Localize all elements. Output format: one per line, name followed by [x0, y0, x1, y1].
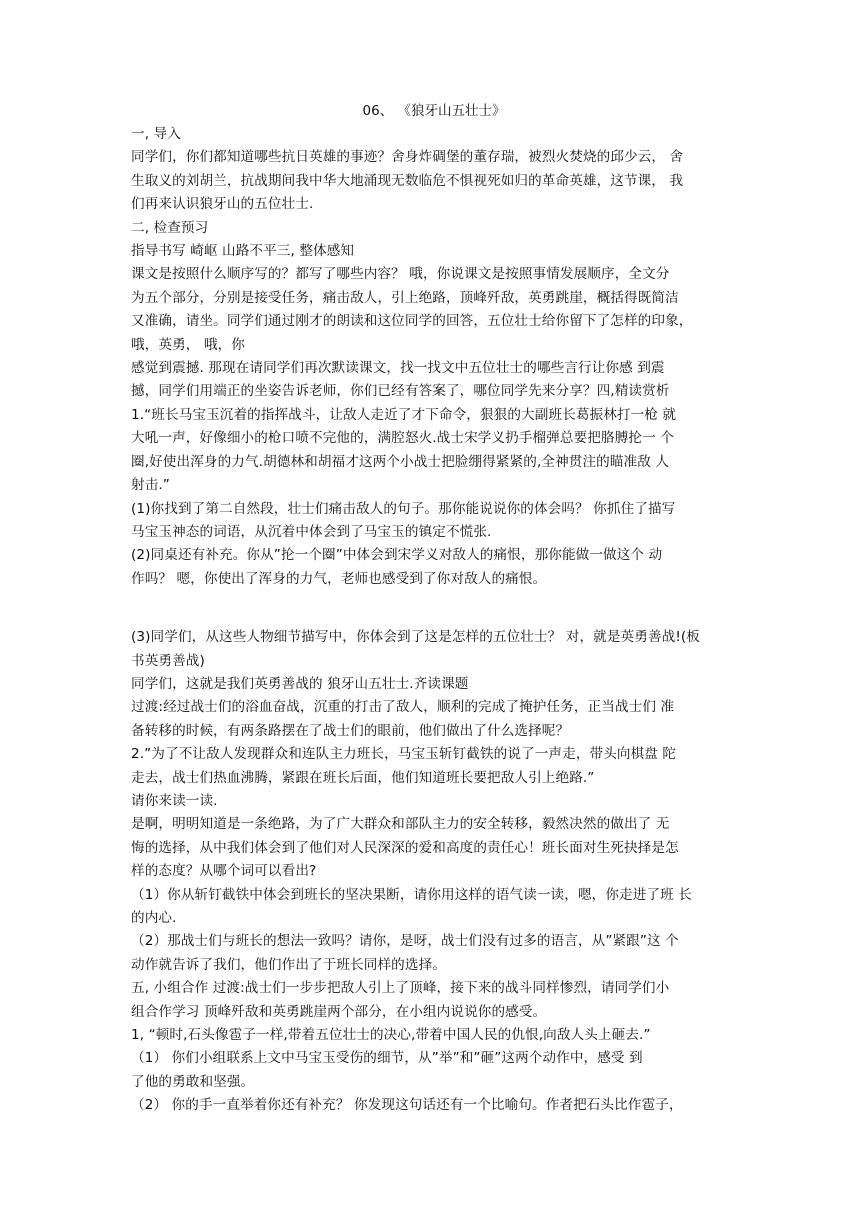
- text-line: 们再来认识狼牙山的五位壮士.: [131, 196, 314, 213]
- blank-gap: [131, 591, 737, 626]
- text-line: 五, 小组合作 过渡:战士们一步步把敌人引上了顶峰，接下来的战斗同样惨烈，请同学们小: [131, 980, 670, 997]
- text-line: （2）那战士们与班长的想法一致吗？请你，是呀，战士们没有过多的语言，从”紧跟”这 个: [131, 933, 679, 950]
- text-line: 二, 检查预习: [131, 219, 209, 236]
- text-line: (2)同桌还有补充。你从”抡一个圈”中体会到宋学义对敌人的痛恨，那你能做一做这个 动: [131, 547, 663, 564]
- text-line: 撼，同学们用端正的坐姿告诉老师，你们已经有答案了，哪位同学先来分享？四,精读赏析: [131, 383, 670, 400]
- text-line: 作吗？ 嗯，你使出了浑身的力气，老师也感受到了你对敌人的痛恨。: [131, 570, 547, 587]
- text-line: 指导书写 崎岖 山路不平三, 整体感知: [131, 243, 355, 260]
- text-line: 请你来读一读.: [131, 792, 218, 809]
- text-line: 走去，战士们热血沸腾，紧跟在班长后面，他们知道班长要把敌人引上绝路.”: [131, 769, 595, 786]
- text-line: 一, 导入: [131, 126, 181, 142]
- text-line: 生取义的刘胡兰，抗战期间我中华大地涌现无数临危不惧视死如归的革命英雄，这节课， 我: [131, 172, 684, 189]
- text-line: 悔的选择，从中我们体会到了他们对人民深深的爱和高度的责任心！班长面对生死抉择是怎: [131, 839, 679, 856]
- text-line: 样的态度？从哪个词可以看出?: [131, 863, 317, 880]
- text-line: 的内心.: [131, 910, 177, 926]
- text-line: 大吼一声，好像细小的枪口喷不完他的，满腔怒火.战士宋学义扔手榴弹总要把胳膊抡一 个: [131, 430, 674, 447]
- text-line: 1, “顿时,石头像雹子一样,带着五位壮士的决心,带着中国人民的仇恨,向敌人头上砸去.”: [131, 1027, 651, 1044]
- text-line: （1） 你们小组联系上文中马宝玉受伤的细节，从”举”和”砸”这两个动作中，感受 到: [131, 1050, 643, 1067]
- text-line: 1.“班长马宝玉沉着的指挥战斗，让敌人走近了才下命令，狠狠的大副班长葛振林打一枪 就: [131, 406, 677, 423]
- text-line: 2.”为了不让敌人发现群众和连队主力班长，马宝玉斩钉截铁的说了一声走，带头向棋盘 陀: [131, 746, 677, 763]
- document-page: [131, 100, 737, 1118]
- text-line: 过渡:经过战士们的浴血奋战，沉重的打击了敌人，顺利的完成了掩护任务，正当战士们 准: [131, 699, 675, 716]
- text-line: 为五个部分，分别是接受任务，痛击敌人，引上绝路，顶峰歼敌，英勇跳崖，概括得既简洁: [131, 289, 679, 306]
- text-line: 书英勇善战): [131, 652, 205, 669]
- text-line: 马宝玉神态的词语，从沉着中体会到了马宝玉的镇定不慌张.: [131, 523, 492, 540]
- text-block-1: [131, 123, 737, 591]
- text-line: 备转移的时候，有两条路摆在了战士们的眼前，他们做出了什么选择呢？: [131, 722, 570, 739]
- text-line: （1）你从斩钉截铁中体会到班长的坚决果断，请你用这样的语气读一读，嗯，你走进了班 长: [131, 886, 692, 903]
- text-line: 是啊，明明知道是一条绝路，为了广大群众和部队主力的安全转移，毅然决然的做出了 无: [131, 816, 670, 833]
- text-line: 射击.”: [131, 477, 170, 494]
- text-line: (3)同学们，从这些人物细节描写中，你体会到了这是怎样的五位壮士？ 对，就是英勇善战!(板: [131, 629, 700, 646]
- text-line: 同学们，这就是我们英勇善战的 狼牙山五壮士.齐读课题: [131, 675, 469, 692]
- text-line: 课文是按照什么顺序写的？都写了哪些内容？ 哦，你说课文是按照事情发展顺序，全文分: [131, 266, 670, 283]
- text-line: 圈,好使出浑身的力气.胡德林和胡福才这两个小战士把脸绷得紧紧的,全神贯注的瞄准敌 人: [131, 453, 670, 470]
- text-line: 感觉到震撼. 那现在请同学们再次默读课文，找一找文中五位壮士的哪些言行让你感 到震: [131, 360, 665, 377]
- text-line: 同学们，你们都知道哪些抗日英雄的事迹？舍身炸碉堡的董存瑞，被烈火焚烧的邱少云， 舍: [131, 149, 684, 166]
- document-title: 06、 《狼牙山五壮士》: [362, 103, 506, 119]
- text-line: 哦，英勇， 哦，你: [131, 336, 245, 353]
- text-line: 了他的勇敢和坚强。: [131, 1073, 255, 1090]
- text-line: 组合作学习 顶峰歼敌和英勇跳崖两个部分，在小组内说说你的感受。: [131, 1003, 547, 1020]
- text-line: 动作就告诉了我们，他们作出了于班长同样的选择。: [131, 956, 446, 973]
- text-block-2: [131, 626, 737, 1118]
- text-line: (1)你找到了第二自然段，壮士们痛击敌人的句子。那你能说说你的体会吗？ 你抓住了描写: [131, 500, 676, 517]
- text-line: （2） 你的手一直举着你还有补充？ 你发现这句话还有一个比喻句。作者把石头比作雹子，: [131, 1097, 683, 1114]
- text-line: 又准确，请坐。同学们通过刚才的朗读和这位同学的回答，五位壮士给你留下了怎样的印象，: [131, 313, 693, 330]
